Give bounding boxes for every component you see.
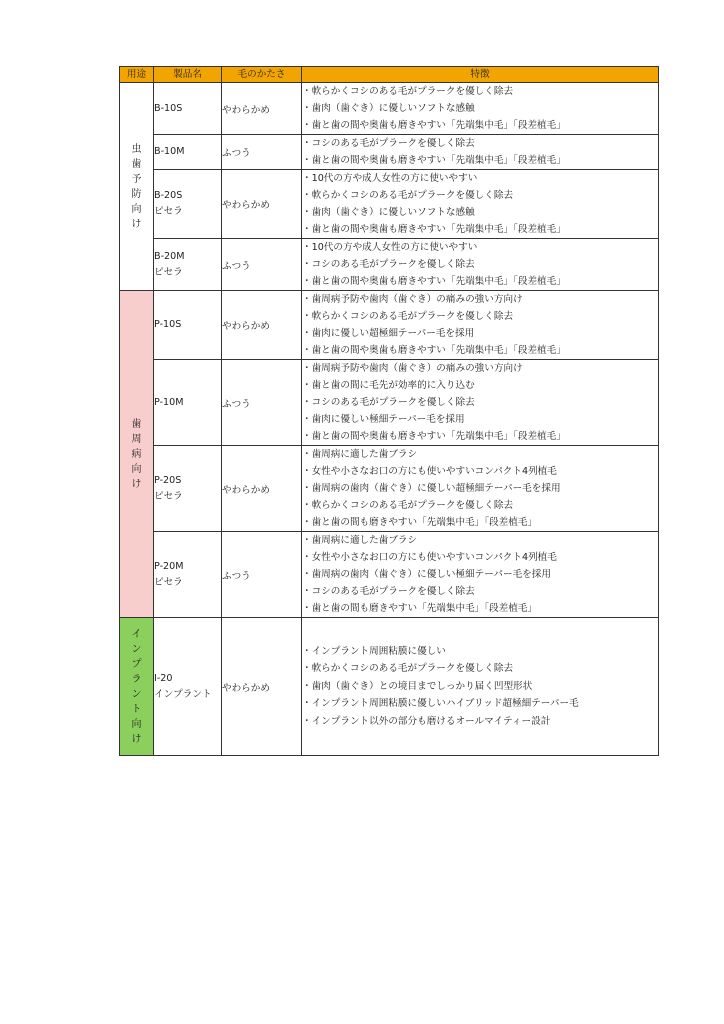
- feature-list: [302, 532, 659, 618]
- bristle-hardness: ふつう: [222, 239, 302, 291]
- feature-item: ・コシのある毛がプラークを優しく除去: [302, 586, 475, 597]
- feature-list: [302, 618, 659, 756]
- header-features: 特徴: [302, 67, 659, 83]
- product-name: B-20S ピセラ: [154, 170, 222, 239]
- feature-item: ・歯肉（歯ぐき）に優しいソフトな感触: [302, 103, 475, 114]
- feature-item: ・コシのある毛がプラークを優しく除去: [302, 138, 475, 149]
- feature-item: ・歯と歯の間や奥歯も磨きやすい「先端集中毛」「段差植毛」: [302, 276, 566, 287]
- product-name: B-20M ピセラ: [154, 239, 222, 291]
- feature-item: ・歯と歯の間も磨きやすい「先端集中毛」「段差植毛」: [302, 603, 538, 614]
- feature-item: ・歯周病の歯肉（歯ぐき）に優しい超極細テーパー毛を採用: [302, 483, 561, 494]
- header-row: [120, 67, 659, 83]
- category-label: 虫 歯 予 防 向 け: [131, 143, 142, 230]
- feature-item: ・歯と歯の間や奥歯も磨きやすい「先端集中毛」「段差植毛」: [302, 345, 566, 356]
- product-name: P-10M: [154, 360, 222, 446]
- bristle-hardness: ふつう: [222, 532, 302, 618]
- feature-item: ・軟らかくコシのある毛がプラークを優しく除去: [302, 311, 514, 322]
- feature-item: ・歯肉に優しい極細テーパー毛を採用: [302, 414, 465, 425]
- category-label: イ ン プ ラ ン ト 向 け: [131, 628, 142, 745]
- product-name: P-10S: [154, 291, 222, 360]
- feature-item: ・軟らかくコシのある毛がプラークを優しく除去: [302, 190, 514, 201]
- header-usage: 用途: [120, 67, 154, 83]
- feature-item: ・歯と歯の間や奥歯も磨きやすい「先端集中毛」「段差植毛」: [302, 120, 566, 131]
- product-name: I-20 インプラント: [154, 618, 222, 756]
- feature-list: [302, 83, 659, 135]
- feature-item: ・軟らかくコシのある毛がプラークを優しく除去: [302, 663, 514, 675]
- feature-item: ・歯と歯の間に毛先が効率的に入り込む: [302, 380, 475, 391]
- bristle-hardness: やわらかめ: [222, 83, 302, 135]
- bristle-hardness: やわらかめ: [222, 170, 302, 239]
- bristle-hardness: やわらかめ: [222, 446, 302, 532]
- product-name: P-20S ピセラ: [154, 446, 222, 532]
- table-row: [120, 618, 659, 756]
- feature-item: ・歯周病に適した歯ブラシ: [302, 449, 418, 460]
- bristle-hardness: やわらかめ: [222, 291, 302, 360]
- feature-list: [302, 135, 659, 170]
- feature-item: ・歯と歯の間や奥歯も磨きやすい「先端集中毛」「段差植毛」: [302, 224, 566, 235]
- table-row: [120, 446, 659, 532]
- feature-item: ・歯と歯の間や奥歯も磨きやすい「先端集中毛」「段差植毛」: [302, 431, 566, 442]
- feature-list: [302, 291, 659, 360]
- feature-item: ・女性や小さなお口の方にも使いやすいコンパクト4列植毛: [302, 552, 557, 563]
- feature-item: ・コシのある毛がプラークを優しく除去: [302, 397, 475, 408]
- bristle-hardness: ふつう: [222, 135, 302, 170]
- table-row: [120, 239, 659, 291]
- feature-list: [302, 360, 659, 446]
- feature-list: [302, 239, 659, 291]
- feature-item: ・歯と歯の間や奥歯も磨きやすい「先端集中毛」「段差植毛」: [302, 155, 566, 166]
- product-name: B-10M: [154, 135, 222, 170]
- category-cell: [120, 618, 154, 756]
- feature-item: ・10代の方や成人女性の方に使いやすい: [302, 173, 478, 184]
- table-row: [120, 360, 659, 446]
- feature-list: [302, 446, 659, 532]
- table-row: [120, 532, 659, 618]
- header-bristle-hardness: 毛のかたさ: [222, 67, 302, 83]
- category-label: 歯 周 病 向 け: [131, 418, 142, 490]
- feature-item: ・歯周病の歯肉（歯ぐき）に優しい極細テーパー毛を採用: [302, 569, 551, 580]
- feature-item: ・インプラント周囲粘膜に優しいハイブリッド超極細テーパー毛: [302, 698, 579, 710]
- feature-item: ・10代の方や成人女性の方に使いやすい: [302, 242, 478, 253]
- feature-item: ・軟らかくコシのある毛がプラークを優しく除去: [302, 500, 514, 511]
- feature-item: ・インプラント周囲粘膜に優しい: [302, 645, 446, 657]
- product-spec-table: [119, 66, 659, 756]
- table-row: [120, 291, 659, 360]
- feature-list: [302, 170, 659, 239]
- feature-item: ・女性や小さなお口の方にも使いやすいコンパクト4列植毛: [302, 466, 557, 477]
- bristle-hardness: やわらかめ: [222, 618, 302, 756]
- table-body: [120, 83, 659, 756]
- header-product-name: 製品名: [154, 67, 222, 83]
- feature-item: ・歯肉に優しい超極細テーパー毛を採用: [302, 328, 475, 339]
- feature-item: ・歯周病予防や歯肉（歯ぐき）の痛みの強い方向け: [302, 294, 523, 305]
- feature-item: ・歯周病に適した歯ブラシ: [302, 535, 418, 546]
- table-row: [120, 135, 659, 170]
- product-name: P-20M ピセラ: [154, 532, 222, 618]
- table-row: [120, 170, 659, 239]
- feature-item: ・歯と歯の間も磨きやすい「先端集中毛」「段差植毛」: [302, 517, 538, 528]
- feature-item: ・歯肉（歯ぐき）に優しいソフトな感触: [302, 207, 475, 218]
- category-cell: [120, 83, 154, 291]
- feature-item: ・歯肉（歯ぐき）との境目までしっかり届く凹型形状: [302, 680, 533, 692]
- feature-item: ・軟らかくコシのある毛がプラークを優しく除去: [302, 86, 514, 97]
- product-name: B-10S: [154, 83, 222, 135]
- bristle-hardness: ふつう: [222, 360, 302, 446]
- feature-item: ・コシのある毛がプラークを優しく除去: [302, 259, 475, 270]
- table-row: [120, 83, 659, 135]
- feature-item: ・インプラント以外の部分も磨けるオールマイティー設計: [302, 715, 551, 727]
- category-cell: [120, 291, 154, 618]
- feature-item: ・歯周病予防や歯肉（歯ぐき）の痛みの強い方向け: [302, 363, 523, 374]
